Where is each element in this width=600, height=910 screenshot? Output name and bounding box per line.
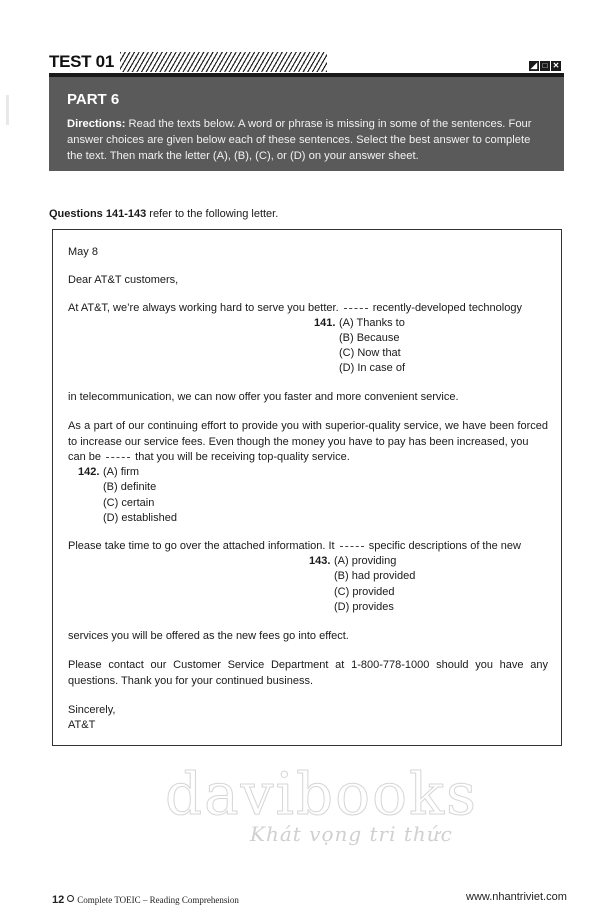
q141-option-b: (B) Because [339,332,400,344]
q143-option-c: (C) provided [334,586,395,598]
edge-mark [6,95,9,125]
directions-text: Read the texts below. A word or phrase is missing in some of the sentences. Four answer choices are given below each of these sentences. Select the best answer to complete the text. Then mark the letter (A), (B), (C), or (D) on your answer sheet. [67,118,532,162]
window-icons [529,61,561,71]
blank-142 [106,457,130,458]
paragraph-4: Please contact our Customer Service Department at 1-800-778-1000 should you have any questions. Thank you for your continued business. [68,659,548,687]
blank-143 [340,546,364,547]
directions-label: Directions: [67,118,126,130]
paragraph-2-blank-line [68,450,350,465]
p2-before-blank: can be [68,451,105,463]
book-title: Complete TOEIC – Reading Comprehension [77,895,239,905]
p1-before-blank: At AT&T, we’re always working hard to serve you better. [68,302,342,314]
close-icon: ✕ [552,61,560,70]
watermark-tagline: Khát vọng tri thức [250,822,453,846]
q142-option-d: (D) established [103,512,177,524]
p3-after-blank: specific descriptions of the new [365,540,521,552]
paragraph-2: As a part of our continuing effort to provide you with superior-quality service, we have been forced to increase our service fees. Even though the money you have to pay has been increased, you [68,420,548,448]
letter-signature: AT&T [68,719,96,731]
questions-header [49,208,278,220]
questions-range: Questions 141-143 [49,208,147,220]
p1-after-blank: recently-developed technology [369,302,522,314]
maximize-icon: □ [540,61,550,71]
q141-option-c: (C) Now that [339,347,401,359]
test-title: TEST 01 [49,52,114,71]
part-banner [49,77,564,171]
letter-box [52,229,562,746]
paragraph-3-continued: services you will be offered as the new fees go into effect. [68,630,349,642]
paragraph-1-continued: in telecommunication, we can now offer you faster and more convenient service. [68,391,459,403]
paragraph-3-line [68,539,521,554]
q143-option-a: (A) providing [334,555,397,567]
questions-header-text: refer to the following letter. [146,208,279,220]
blank-141 [344,308,368,309]
q142-option-b: (B) definite [103,481,157,493]
hatch-decoration [120,52,327,72]
part-title: PART 6 [67,91,120,108]
footer-page-info [52,894,239,906]
watermark-brand: davibooks [165,760,478,828]
q143-option-d: (D) provides [334,601,394,613]
page-number: 12 [52,894,65,906]
letter-salutation: Dear AT&T customers, [68,274,179,286]
paragraph-1-line [68,301,522,316]
directions [67,116,548,164]
p2-after-blank: that you will be receiving top-quality service. [132,451,350,463]
q143-number: 143. [309,555,331,567]
q142-number: 142. [78,466,100,478]
letter-date: May 8 [68,246,98,258]
footer-website: www.nhantriviet.com [466,891,567,903]
q142-option-c: (C) certain [103,497,155,509]
q141-option-a: (A) Thanks to [339,317,405,329]
q143-option-b: (B) had provided [334,570,416,582]
q142-option-a: (A) firm [103,466,140,478]
q141-number: 141. [314,317,336,329]
ring-icon [67,895,74,902]
edit-icon: ◢ [530,61,538,70]
letter-closing: Sincerely, [68,704,116,716]
q141-option-d: (D) In case of [339,362,406,374]
p3-before-blank: Please take time to go over the attached information. It [68,540,338,552]
